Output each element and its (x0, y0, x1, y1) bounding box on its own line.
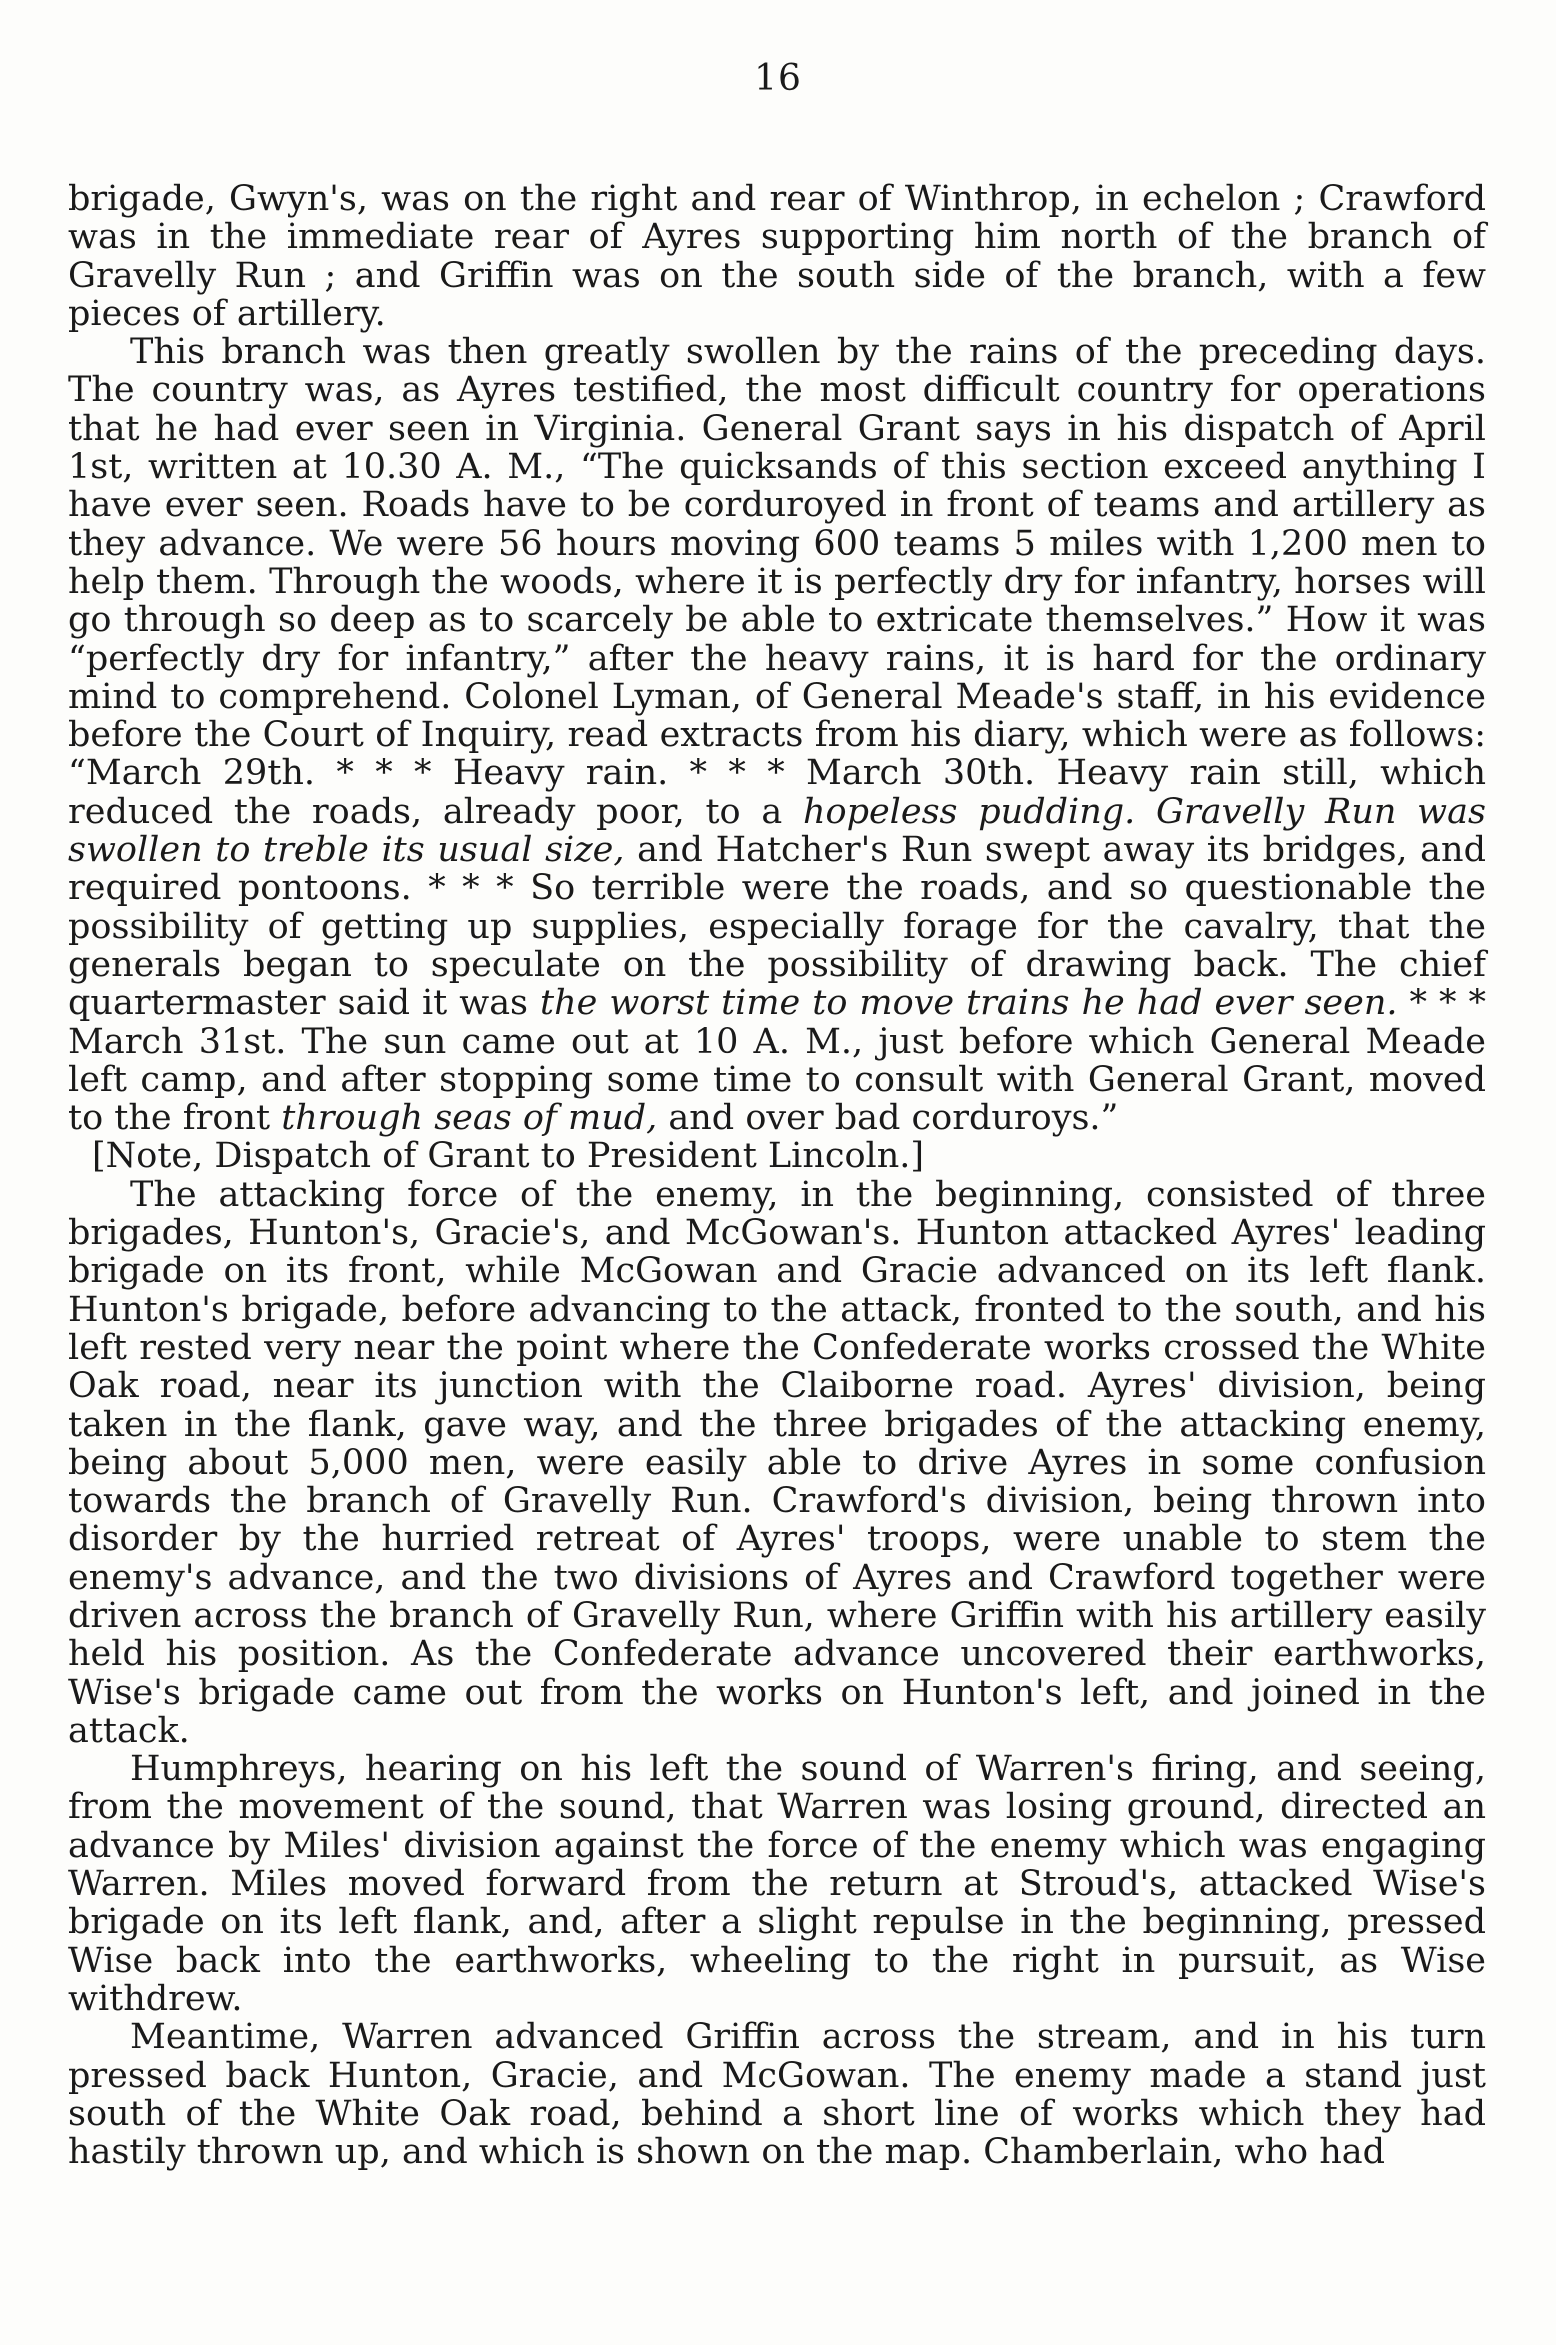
text-run: [Note, Dispatch of Grant to President Lincoln.] (92, 1136, 925, 1177)
text-run (1135, 792, 1156, 832)
text-run: * * * March 31st. The sun came out at 10 A. M., just before which General Meade left camp, and after stopping some time to consult with General Grant, moved to the front (68, 983, 1486, 1139)
italic-run: Gravelly Run was swollen to treble its usual size, (68, 791, 1486, 871)
italic-run: through seas of mud, (281, 1098, 658, 1139)
paragraph-humphreys (68, 1750, 1486, 2018)
paragraph-branch-swollen (68, 333, 1486, 1137)
text-run: Meantime, Warren advanced Griffin across the stream, and in his turn pressed back Hunton, Gracie, and McGowan. The enemy made a stand just south of the White Oak road, behind a short line of works which they had hastily thrown up, and which is shown on the map. Chamberlain, who had (68, 2017, 1486, 2173)
italic-run: hopeless pudding. (802, 791, 1136, 832)
page-number: 16 (754, 58, 802, 99)
paragraph-continuation (68, 180, 1486, 333)
text-run: brigade, Gwyn's, was on the right and rear of Winthrop, in echelon ; Crawford was in the immediate rear of Ayres supporting him north of the branch of Gravelly Run ; and Griffin was on the south side of the branch, with a few pieces of artillery. (68, 179, 1486, 334)
text-run: This branch was then greatly swollen by the rains of the preceding days. The country was, as Ayres testified, the most difficult country for operations that he had ever seen in Virginia. General Grant says in his dispatch of April 1st, written at 10.30 A. M., “The quicksands of this section exceed anything I have ever seen. Roads have to be corduroyed in front of teams and artillery as they advance. We were 56 hours moving 600 teams 5 miles with 1,200 men to help them. Through the woods, where it is perfectly dry for infantry, horses will go through so deep as to scarcely be able to extricate themselves.” How it was “perfectly dry for infantry,” after the heavy rains, it is hard for the ordinary mind to comprehend. Colonel Lyman, of General Meade's staff, in his evidence before the Court of Inquiry, read extracts from his diary, which were as follows: “March 29th. * * * Heavy rain. * * * March 30th. Heavy rain still, which reduced the roads, already poor, to a (68, 332, 1486, 832)
body-text (68, 180, 1486, 2171)
text-run: The attacking force of the enemy, in the beginning, consisted of three brigades, Hunton's, Gracie's, and McGowan's. Hunton attacked Ayres' leading brigade on its front, while McGowan and Gracie advanced on its left flank. Hunton's brigade, before advancing to the attack, fronted to the south, and his left rested very near the point where the Confederate works crossed the White Oak road, near its junction with the Claiborne road. Ayres' division, being taken in the flank, gave way, and the three brigades of the attacking enemy, being about 5,000 men, were easily able to drive Ayres in some confusion towards the branch of Gravelly Run. Crawford's division, being thrown into disorder by the hurried retreat of Ayres' troops, were unable to stem the enemy's advance, and the two divisions of Ayres and Crawford together were driven across the branch of Gravelly Run, where Griffin with his artillery easily held his position. As the Confederate advance uncovered their earthworks, Wise's brigade came out from the works on Hunton's left, and joined in the attack. (68, 1174, 1486, 1751)
text-run: Humphreys, hearing on his left the sound of Warren's firing, and seeing, from the movement of the sound, that Warren was losing ground, directed an advance by Miles' division against the force of the enemy which was engaging Warren. Miles moved forward from the return at Stroud's, attacked Wise's brigade on its left flank, and, after a slight repulse in the beginning, pressed Wise back into the earthworks, wheeling to the right in pursuit, as Wise withdrew. (68, 1749, 1486, 2019)
text-run: and over bad corduroys.” (657, 1098, 1119, 1139)
italic-run: the worst time to move trains he had ever seen. (540, 983, 1398, 1024)
paragraph-attacking-force (68, 1176, 1486, 1750)
paragraph-note (68, 1137, 1486, 1175)
text-run: and Hatcher's Run swept away its bridges, and required pontoons. * * * So terrible were the roads, and so questionable the possibility of getting up supplies, especially forage for the cavalry, that the generals began to speculate on the possibility of drawing back. The chief quartermaster said it was (68, 830, 1486, 1024)
paragraph-meantime (68, 2018, 1486, 2171)
